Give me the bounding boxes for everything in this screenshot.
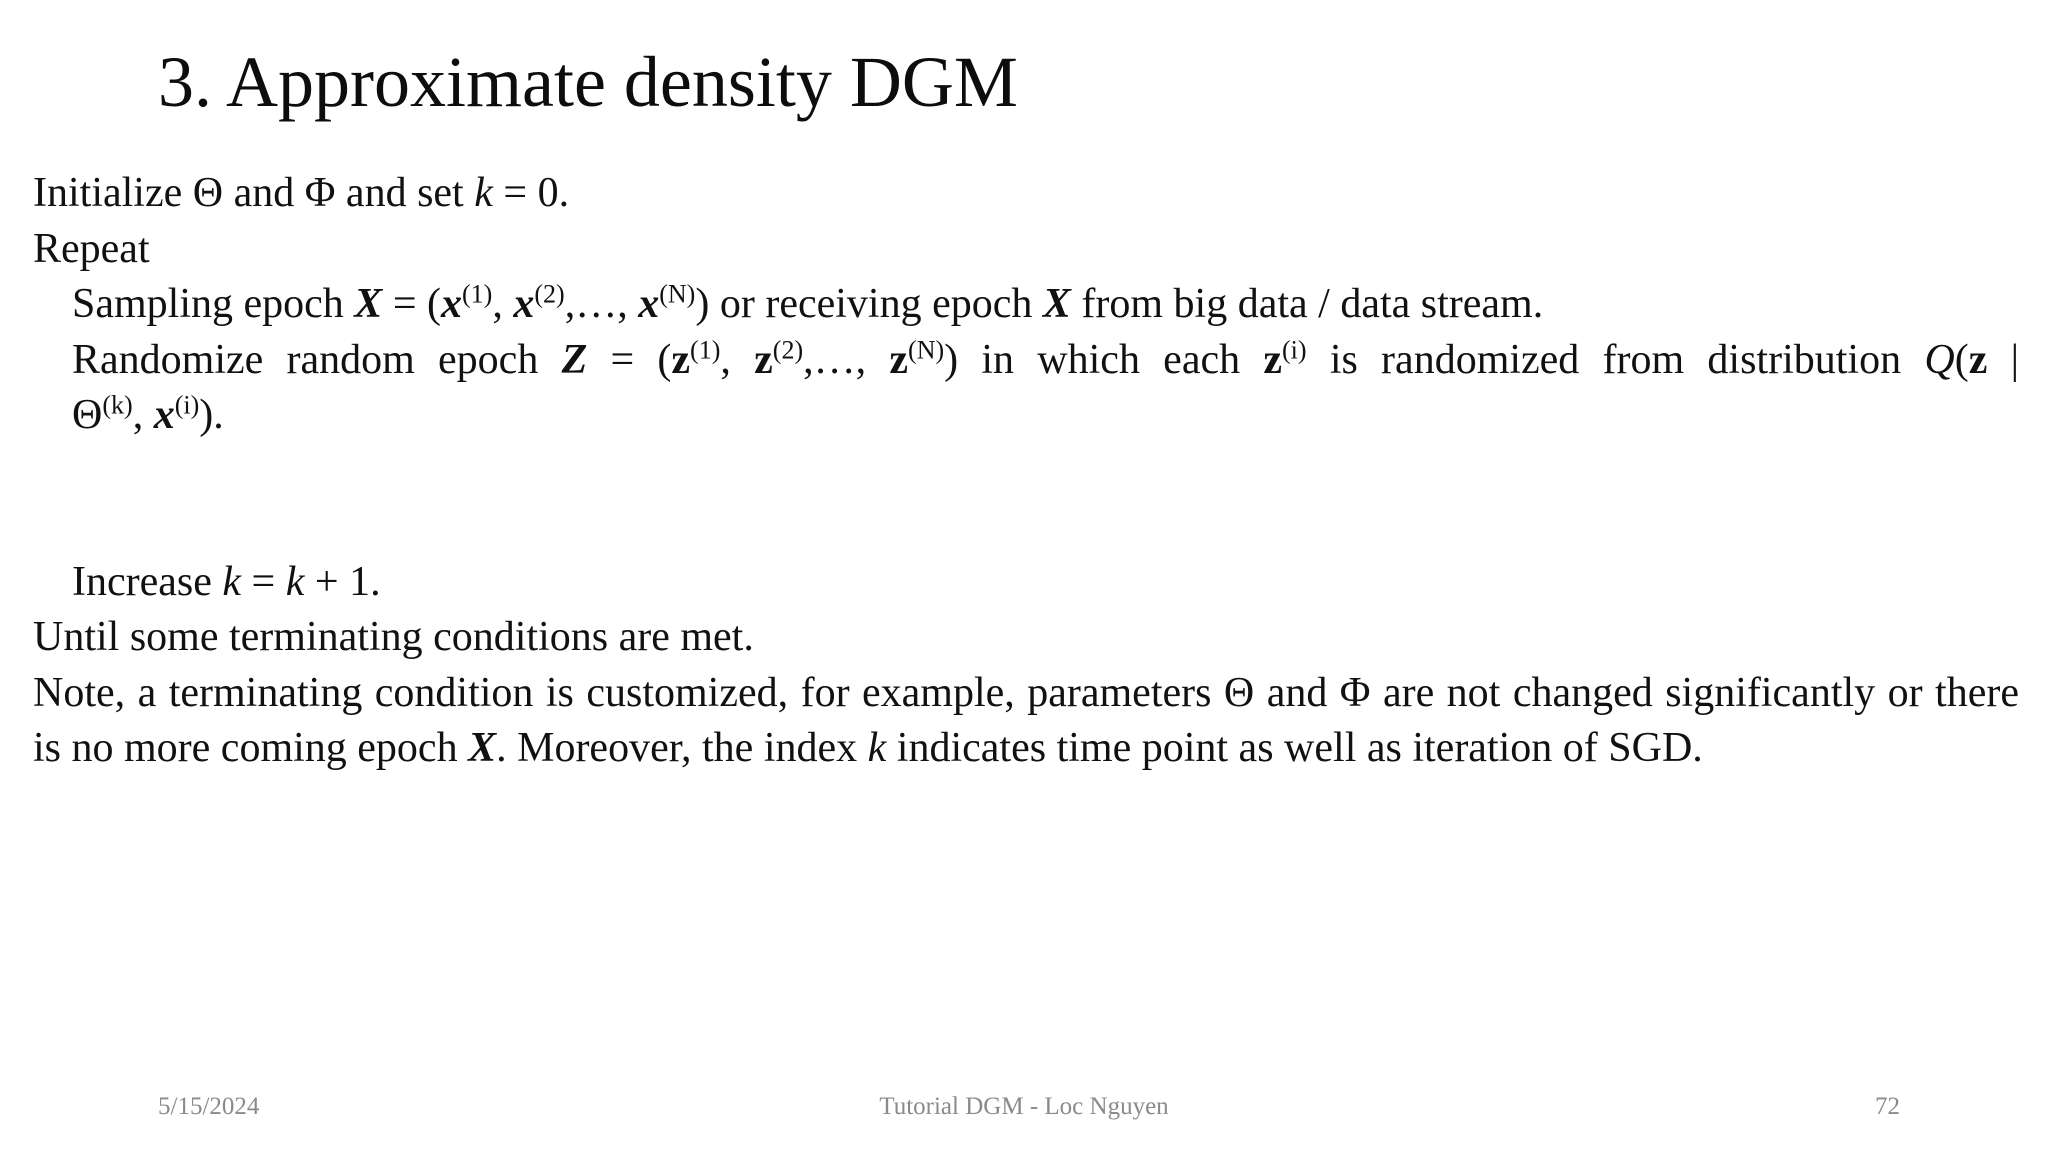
until-line: Until some terminating conditions are met. xyxy=(33,614,754,660)
sampling-line: Sampling epoch $X = (x^{(1)}$, $x^{(2)},\dots$, $x^{(N)}$) or receiving epoch X from big data / data stream. xyxy=(72,279,1544,327)
repeat-line: Repeat xyxy=(33,225,150,272)
slide-title: 3. Approximate density DGM xyxy=(158,42,1018,122)
increase-line: Increase k = k + 1. xyxy=(72,558,381,605)
footer-date: 5/15/2024 xyxy=(158,1093,260,1120)
page-number: 72 xyxy=(1875,1093,1900,1120)
footer-title: Tutorial DGM - Loc Nguyen xyxy=(879,1093,1169,1120)
blank-space xyxy=(33,444,2019,555)
note-paragraph: Note, a terminating condition is customized, for example, parameters Θ and Φ are not changed significantly or there is no more coming epoch X. Moreover, the index k indicates time point as well as iteration of SGD. xyxy=(33,669,2019,771)
randomize-line: Randomize random epoch $Z = (z^{(1)}$, $z^{(2)},\dots$, $z^{(N)}$) in which each $z^{(i)}$ is randomized from distribution Q(z | xyxy=(72,335,2019,383)
randomize-line-cont: $\Theta^{(k)}$, $x^{(i)}$). xyxy=(72,390,224,438)
slide-body xyxy=(33,166,2019,777)
init-line: Initialize Θ and Φ and set k = 0. xyxy=(33,170,570,216)
